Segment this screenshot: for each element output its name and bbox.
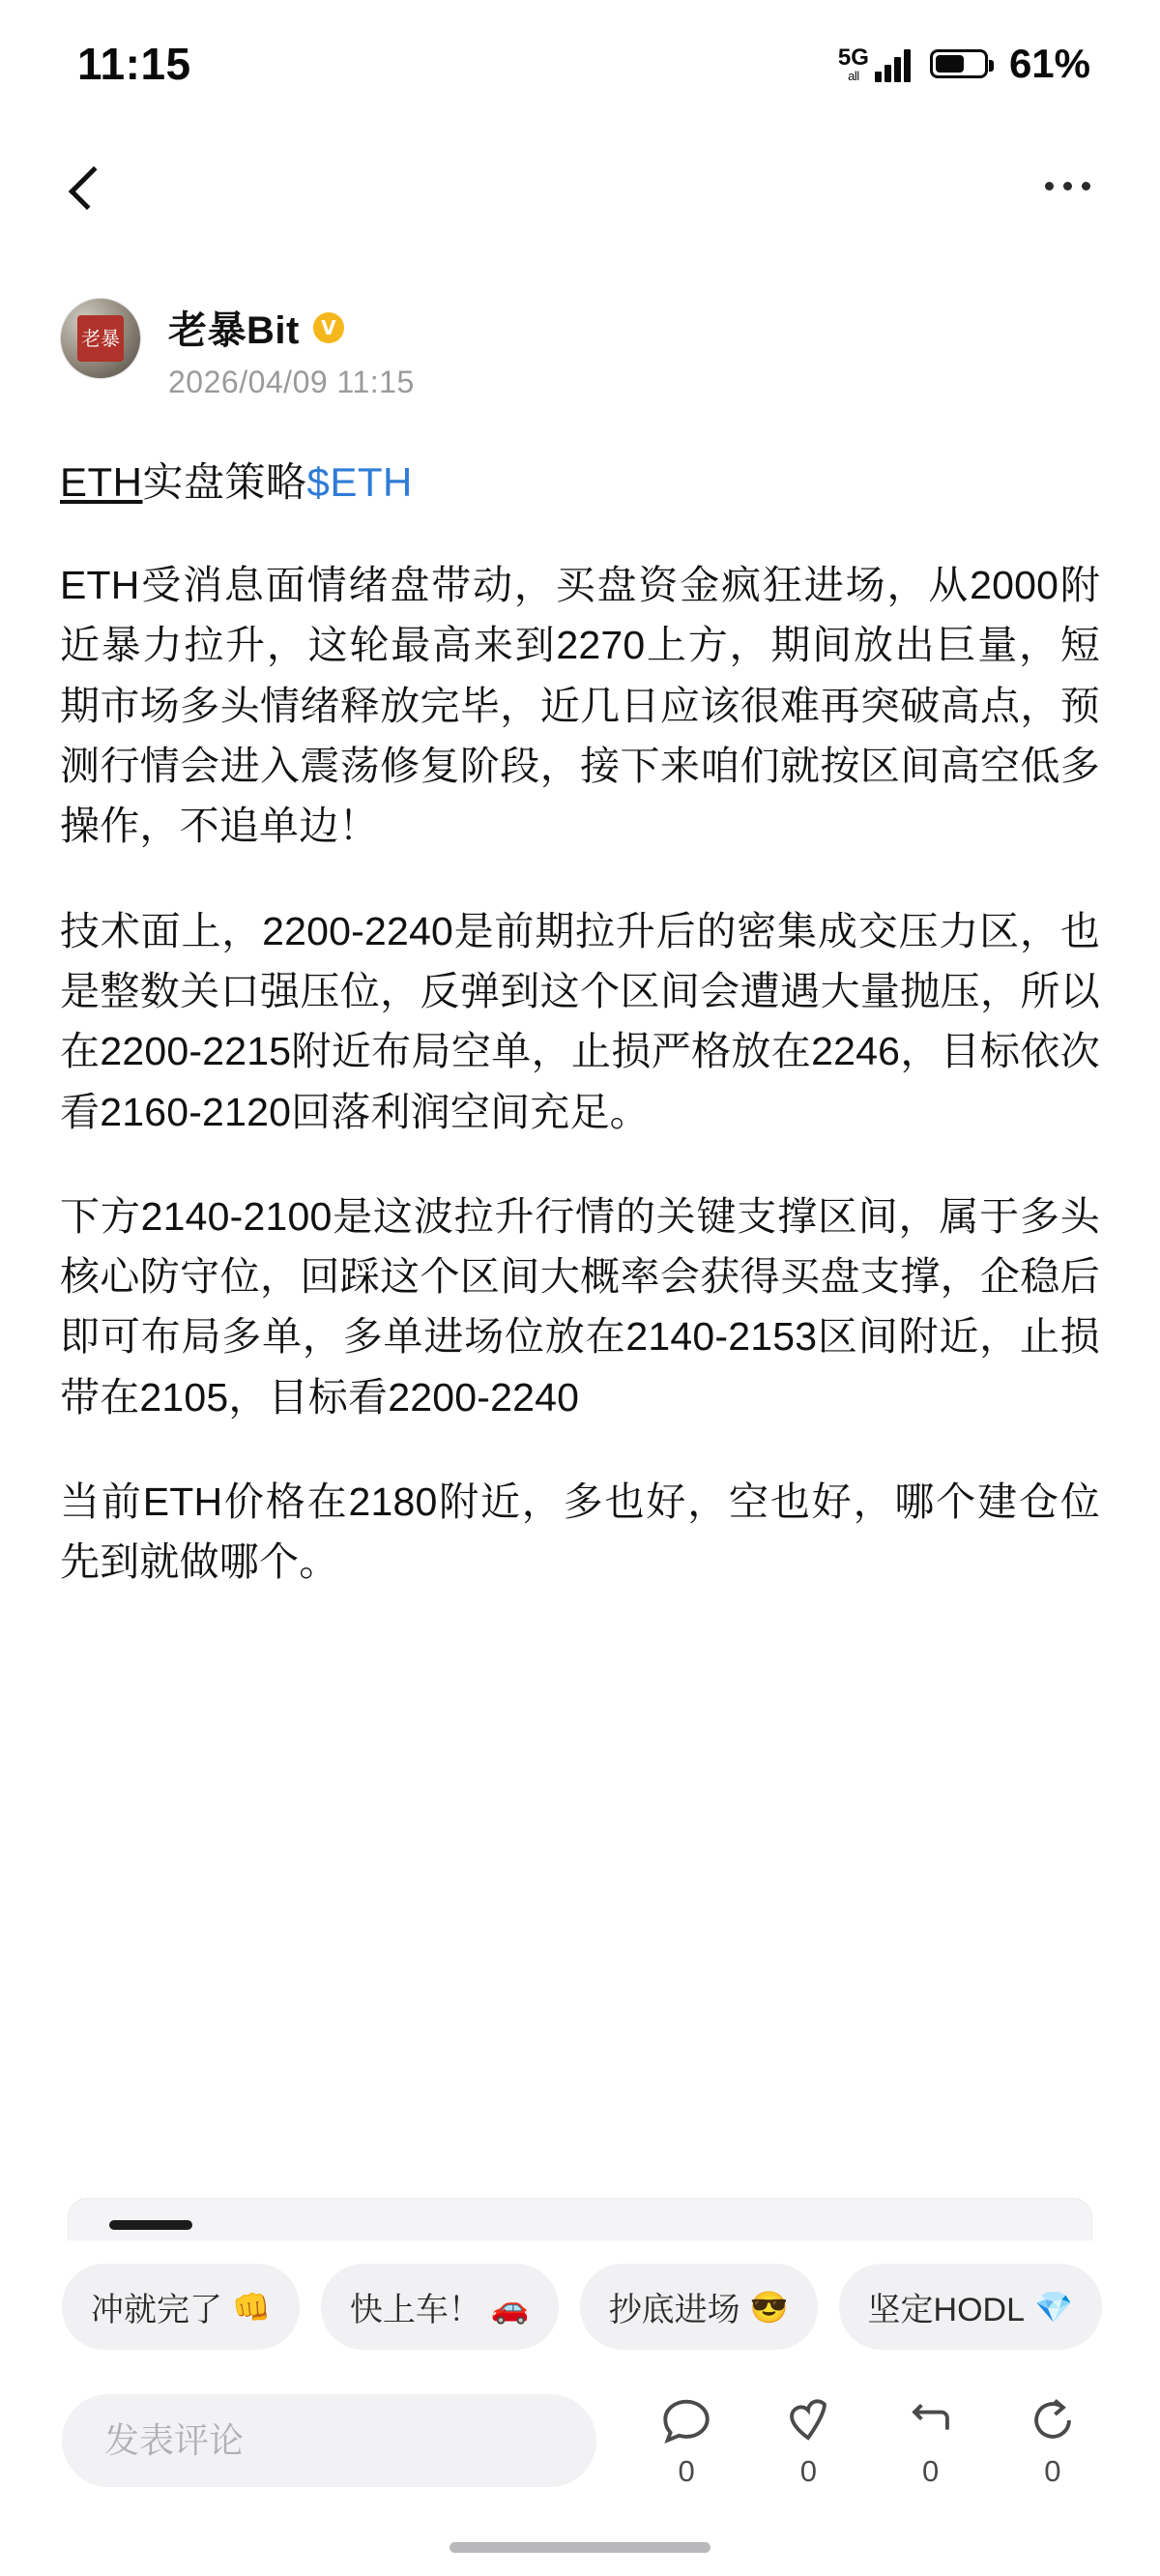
author-header[interactable] xyxy=(60,298,1100,400)
status-bar xyxy=(0,0,1160,128)
cashtag-link[interactable]: $ETH xyxy=(306,459,413,505)
quick-reply-chips xyxy=(0,2240,1160,2367)
quick-reply-chip-4[interactable] xyxy=(839,2264,1102,2350)
heart-icon xyxy=(780,2392,836,2448)
quick-reply-text-4: 坚定HODL xyxy=(867,2292,1025,2328)
comment-action[interactable] xyxy=(633,2392,740,2489)
next-card-peek[interactable] xyxy=(68,2198,1092,2240)
navigation-bar xyxy=(0,128,1160,244)
quick-reply-chip-1[interactable] xyxy=(62,2264,300,2350)
share-icon xyxy=(1025,2392,1081,2448)
signal-bars-icon xyxy=(875,49,911,82)
quick-reply-chip-2[interactable] xyxy=(321,2264,559,2350)
avatar-text: 老暴 xyxy=(77,315,124,362)
post-paragraph-1: ETH受消息面情绪盘带动，买盘资金疯狂进场，从2000附近暴力拉升，这轮最高来到2270上方，期间放出巨量，短期市场多头情绪释放完毕，近几日应该很难再突破高点，预测行情会进入震荡修复阶段，接下来咱们就按区间高空低多操作，不追单边！ xyxy=(60,563,1100,849)
quick-reply-text-2: 快上车！ xyxy=(349,2292,481,2328)
diamond-emoji-icon: 💎 xyxy=(1034,2289,1073,2325)
network-type-label: 5G xyxy=(837,44,869,71)
post-content xyxy=(0,244,1160,2240)
signal-indicator xyxy=(838,46,911,82)
network-sub-label: all xyxy=(848,68,859,83)
battery-percent-label: 61% xyxy=(1008,41,1090,86)
quick-reply-chip-3[interactable] xyxy=(580,2264,818,2350)
status-clock: 11:15 xyxy=(77,39,191,89)
share-action[interactable] xyxy=(1000,2392,1106,2489)
comment-icon xyxy=(658,2392,714,2448)
battery-icon xyxy=(930,49,988,78)
like-count: 0 xyxy=(799,2454,817,2488)
fist-emoji-icon: 👊 xyxy=(232,2289,271,2325)
post-timestamp: 2026/04/09 11:15 xyxy=(168,365,415,399)
post-paragraph-2: 技术面上，2200-2240是前期拉升后的密集成交压力区，也是整数关口强压位，反弹到这个区间会遭遇大量抛压，所以在2200-2215附近布局空单，止损严格放在2246，目标依次看2160-2120回落利润空间充足。 xyxy=(60,908,1100,1134)
comment-bar xyxy=(0,2367,1160,2518)
sunglasses-emoji-icon: 😎 xyxy=(749,2289,789,2325)
status-indicators xyxy=(838,41,1090,87)
verified-badge-icon: V xyxy=(313,312,344,343)
repost-action[interactable] xyxy=(878,2392,984,2489)
like-action[interactable] xyxy=(755,2392,861,2489)
post-title-middle: 实盘策略 xyxy=(142,459,307,505)
avatar[interactable] xyxy=(60,298,141,379)
share-count: 0 xyxy=(1044,2454,1061,2488)
next-card-placeholder-bar xyxy=(109,2220,192,2230)
comment-input[interactable] xyxy=(62,2394,596,2487)
quick-reply-text-3: 抄底进场 xyxy=(608,2292,740,2328)
author-name: 老暴Bit xyxy=(168,309,300,352)
comment-count: 0 xyxy=(678,2454,695,2488)
repost-count: 0 xyxy=(922,2454,940,2488)
repost-icon xyxy=(903,2392,959,2448)
post-title-prefix: ETH xyxy=(60,459,143,505)
post-paragraph-4: 当前ETH价格在2180附近，多也好，空也好，哪个建仓位先到就做哪个。 xyxy=(60,1479,1100,1585)
home-indicator xyxy=(0,2518,1160,2576)
post-title xyxy=(60,451,1100,509)
car-emoji-icon: 🚗 xyxy=(490,2289,530,2325)
more-options-icon[interactable] xyxy=(1045,182,1090,190)
back-chevron-icon[interactable] xyxy=(60,160,112,212)
quick-reply-text-1: 冲就完了 xyxy=(91,2292,222,2328)
post-paragraph-3: 下方2140-2100是这波拉升行情的关键支撑区间，属于多头核心防守位，回踩这个区间大概率会获得买盘支撑，企稳后即可布局多单，多单进场位放在2140-2153区间附近，止损带在2105，目标看2200-2240 xyxy=(60,1193,1100,1420)
